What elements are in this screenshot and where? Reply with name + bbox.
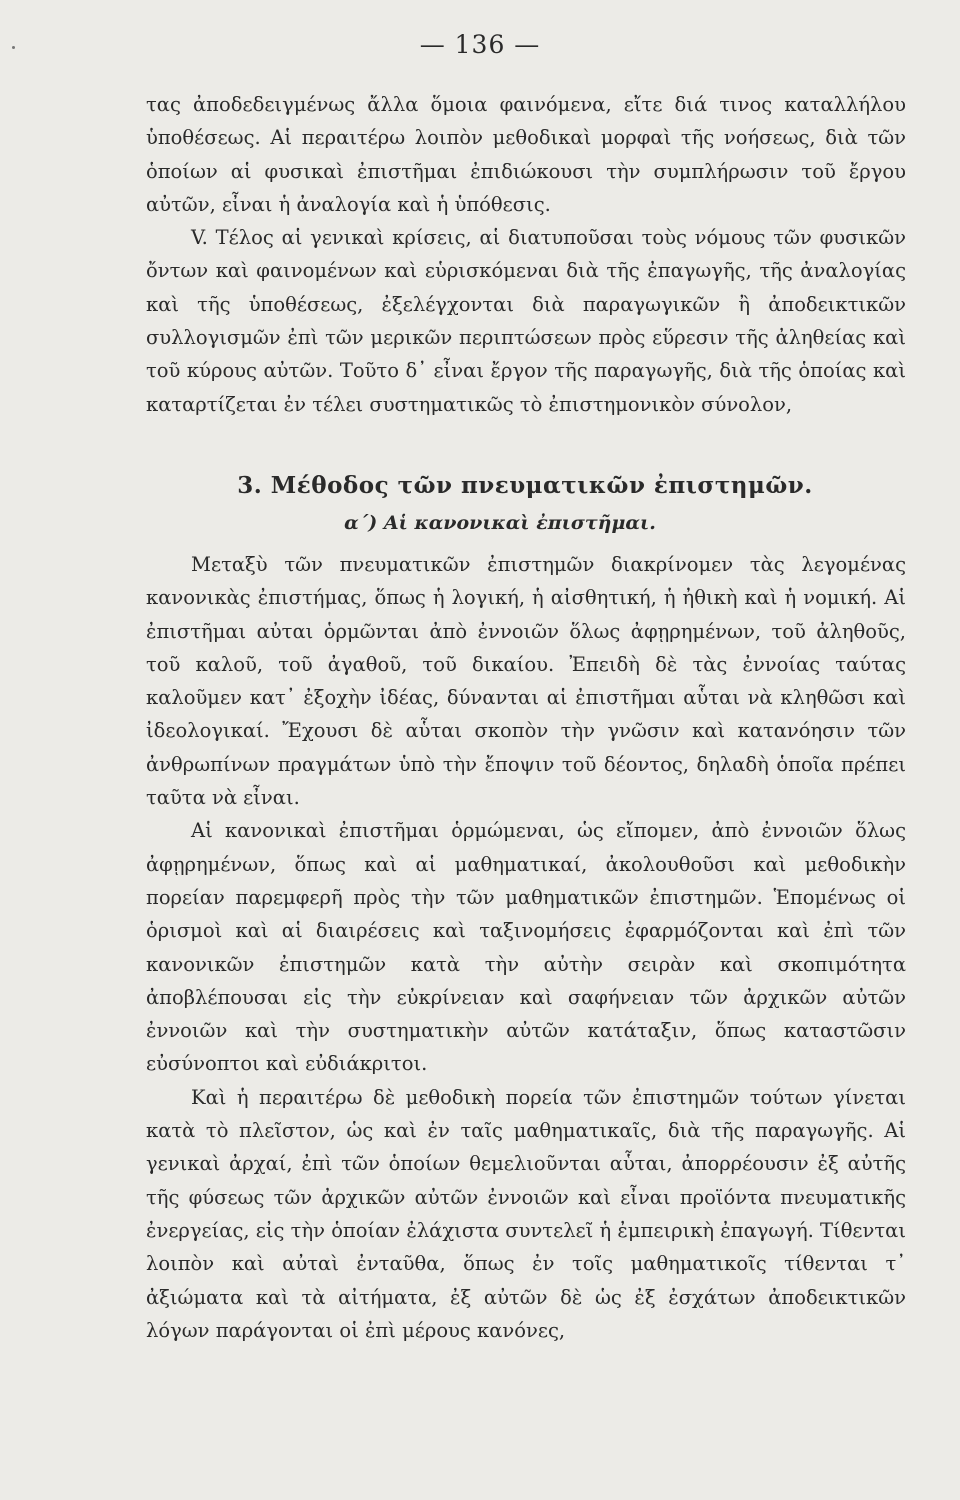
paragraph-section-v: V. Τέλος αἱ γενικαὶ κρίσεις, αἱ διατυποῦσαι τοὺς νόμους τῶν φυσικῶν ὄντων καὶ φαινομένων καὶ εὑρισκόμεναι διὰ τῆς ἐπαγωγῆς, τῆς ἀναλογίας καὶ τῆς ὑποθέσεως, ἐξελέγχονται διὰ παραγωγικῶν ἢ ἀποδεικτικῶν συλλογισμῶν ἐπὶ τῶν μερικῶν περιπτώσεων πρὸς εὕρεσιν τῆς ἀληθείας καὶ τοῦ κύρους αὐτῶν. Τοῦτο δ᾽ εἶναι ἔργον τῆς παραγωγῆς, διὰ τῆς ὁποίας καὶ καταρτίζεται ἐν τέλει συστηματικῶς τὸ ἐπιστημονικὸν σύνολον, <box>146 226 906 416</box>
text-block-bottom <box>146 548 906 1347</box>
page-number: — 136 — <box>419 30 541 59</box>
paragraph: Αἱ κανονικαὶ ἐπιστῆμαι ὁρμώμεναι, ὡς εἴπομεν, ἀπὸ ἐννοιῶν ὅλως ἀφῃρημένων, ὅπως καὶ αἱ μαθηματικαί, ἀκολουθοῦσι καὶ μεθοδικὴν πορείαν παρεμφερῆ πρὸς τὴν τῶν μαθηματικῶν ἐπιστημῶν. Ἑπομένως οἱ ὁρισμοὶ καὶ αἱ διαιρέσεις καὶ ταξινομήσεις ἐφαρμόζονται καὶ ἐπὶ τῶν κανονικῶν ἐπιστημῶν κατὰ τὴν αὐτὴν σειρὰν καὶ σκοπιμότητα ἀποβλέπουσαι εἰς τὴν εὐκρίνειαν καὶ σαφήνειαν τῶν ἀρχικῶν αὐτῶν ἐννοιῶν καὶ τὴν συστηματικὴν αὐτῶν κατάταξιν, ὅπως καταστῶσιν εὐσύνοπτοι καὶ εὐδιάκριτοι. <box>146 819 906 1076</box>
subsection-heading: α΄) Αἱ κανονικαὶ ἐπιστῆμαι. <box>344 512 656 534</box>
text-block-top <box>146 88 906 421</box>
paragraph-continuation: τας ἀποδεδειγμένως ἄλλα ὅμοια φαινόμενα, εἴτε διά τινος καταλλήλου ὑποθέσεως. Αἱ περαιτέρω λοιπὸν μεθοδικαὶ μορφαὶ τῆς νοήσεως, διὰ τῶν ὁποίων αἱ φυσικαὶ ἐπιστῆμαι ἐπιδιώκουσι τὴν συμπλήρωσιν τοῦ ἔργου αὐτῶν, εἶναι ἡ ἀναλογία καὶ ἡ ὑπόθεσις. <box>146 93 906 216</box>
section-heading: 3. Μέθοδος τῶν πνευματικῶν ἐπιστημῶν. <box>237 472 813 499</box>
paragraph: Μεταξὺ τῶν πνευματικῶν ἐπιστημῶν διακρίνομεν τὰς λεγομένας κανονικὰς ἐπιστήμας, ὅπως ἡ λογική, ἡ αἰσθητική, ἡ ἠθικὴ καὶ ἡ νομική. Αἱ ἐπιστῆμαι αὐται ὁρμῶνται ἀπὸ ἐννοιῶν ὅλως ἀφῃρημένων, τοῦ ἀληθοῦς, τοῦ καλοῦ, τοῦ ἀγαθοῦ, τοῦ δικαίου. Ἐπειδὴ δὲ τὰς ἐννοίας ταύτας καλοῦμεν κατ᾽ ἐξοχὴν ἰδέας, δύνανται αἱ ἐπιστῆμαι αὗται νὰ κληθῶσι καὶ ἰδεολογικαί. Ἔχουσι δὲ αὗται σκοπὸν τὴν γνῶσιν καὶ κατανόησιν τῶν ἀνθρωπίνων πραγμάτων ὑπὸ τὴν ἔποψιν τοῦ δέοντος, δηλαδὴ ὁποῖα πρέπει ταῦτα νὰ εἶναι. <box>146 553 906 810</box>
paragraph: Καὶ ἡ περαιτέρω δὲ μεθοδικὴ πορεία τῶν ἐπιστημῶν τούτων γίνεται κατὰ τὸ πλεῖστον, ὡς καὶ ἐν ταῖς μαθηματικαῖς, διὰ τῆς παραγωγῆς. Αἱ γενικαὶ ἀρχαί, ἐπὶ τῶν ὁποίων θεμελιοῦνται αὗται, ἀπορρέουσιν ἐξ αὐτῆς τῆς φύσεως τῶν ἀρχικῶν αὐτῶν ἐννοιῶν καὶ εἶναι προϊόντα πνευματικῆς ἐνεργείας, εἰς τὴν ὁποίαν ἐλάχιστα συντελεῖ ἡ ἐμπειρικὴ ἐπαγωγή. Τίθενται λοιπὸν καὶ αὐταὶ ἐνταῦθα, ὅπως ἐν τοῖς μαθηματικοῖς τίθενται τ᾽ ἀξιώματα καὶ τὰ αἰτήματα, ἐξ αὐτῶν δὲ ὡς ἐξ ἐσχάτων ἀποδεικτικῶν λόγων παράγονται οἱ ἐπὶ μέρους κανόνες, <box>146 1085 906 1342</box>
